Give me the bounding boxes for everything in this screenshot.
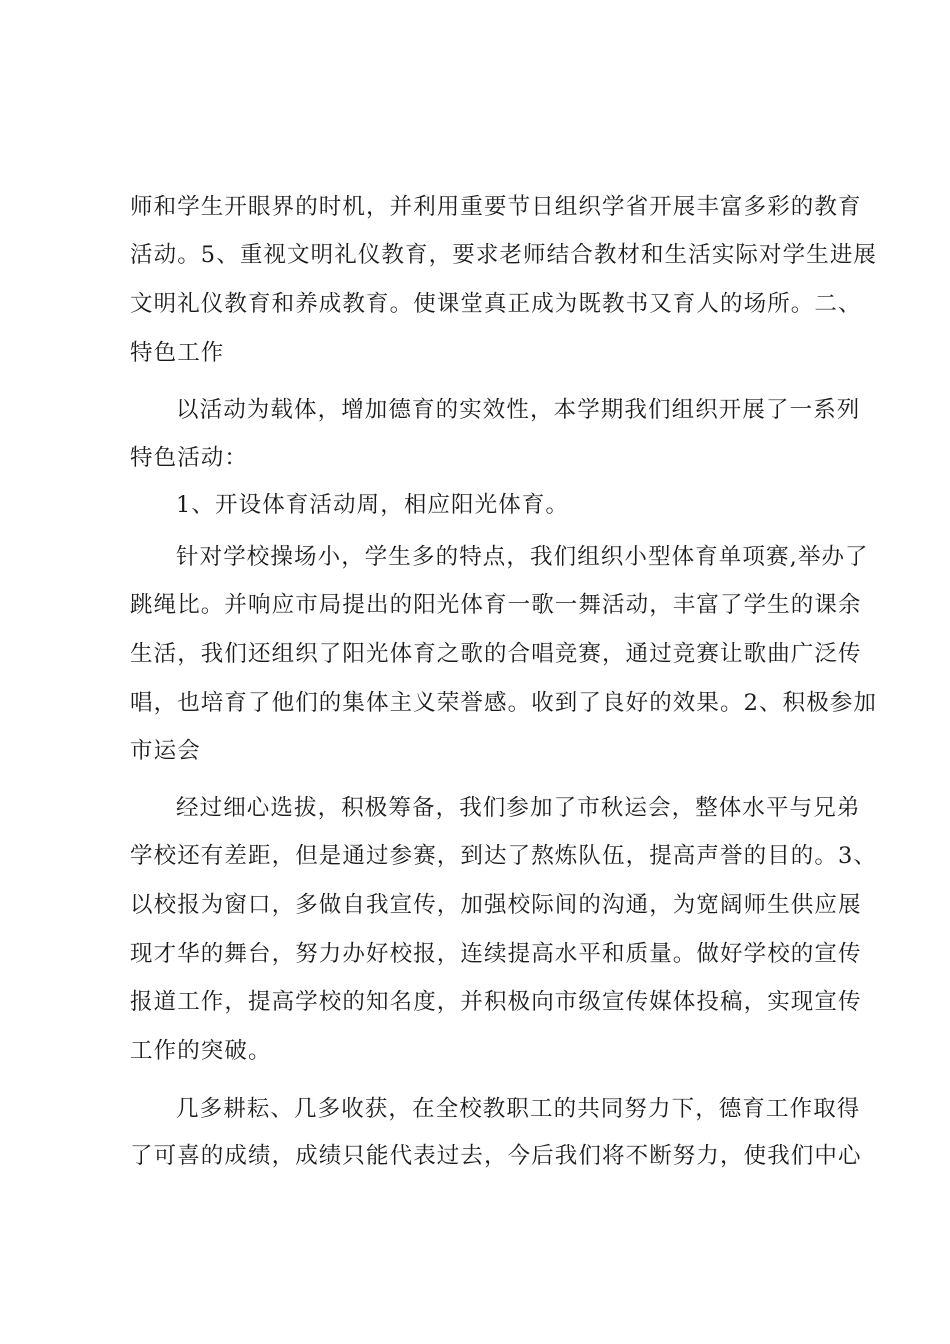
text-line: 1、开设体育活动周，相应阳光体育。 bbox=[176, 492, 570, 518]
text-line: 文明礼仪教育和养成教育。使课堂真正成为既教书又育人的场所。二、 bbox=[130, 291, 862, 317]
text-line: 特色活动： bbox=[130, 445, 249, 471]
text-line: 特色工作 bbox=[130, 340, 225, 366]
text-line: 市运会 bbox=[130, 738, 201, 764]
text-line: 唱，也培育了他们的集体主义荣誉感。收到了良好的效果。2、积极参加 bbox=[130, 690, 878, 716]
text-line: 经过细心选拔，积极筹备，我们参加了市秋运会，整体水平与兄弟 bbox=[176, 795, 861, 821]
text-line: 活动。5、重视文明礼仪教育，要求老师结合教材和生活实际对学生进展 bbox=[130, 242, 878, 268]
text-line: 现才华的舞台，努力办好校报，连续提高水平和质量。做好学校的宣传 bbox=[130, 941, 862, 967]
text-line: 报道工作，提高学校的知名度，并积极向市级宣传媒体投稿，实现宣传 bbox=[130, 989, 862, 1015]
text-line: 几多耕耘、几多收获，在全校教职工的共同努力下，德育工作取得 bbox=[176, 1096, 861, 1122]
text-line: 师和学生开眼界的时机，并利用重要节日组织学省开展丰富多彩的教育 bbox=[130, 194, 862, 220]
text-line: 跳绳比。并响应市局提出的阳光体育一歌一舞活动，丰富了学生的课余 bbox=[130, 592, 862, 618]
text-line: 工作的突破。 bbox=[130, 1038, 272, 1064]
text-line: 针对学校操场小，学生多的特点，我们组织小型体育单项赛,举办了 bbox=[176, 544, 869, 570]
text-line: 以活动为载体，增加德育的实效性，本学期我们组织开展了一系列 bbox=[176, 397, 861, 423]
text-line: 生活，我们还组织了阳光体育之歌的合唱竞赛，通过竞赛让歌曲广泛传 bbox=[130, 641, 862, 667]
text-line: 以校报为窗口，多做自我宣传，加强校际间的沟通，为宽阔师生供应展 bbox=[130, 892, 862, 918]
text-line: 了可喜的成绩，成绩只能代表过去，今后我们将不断努力，使我们中心 bbox=[130, 1143, 862, 1169]
text-line: 学校还有差距，但是通过参赛，到达了熬炼队伍，提高声誉的目的。3、 bbox=[130, 843, 878, 869]
